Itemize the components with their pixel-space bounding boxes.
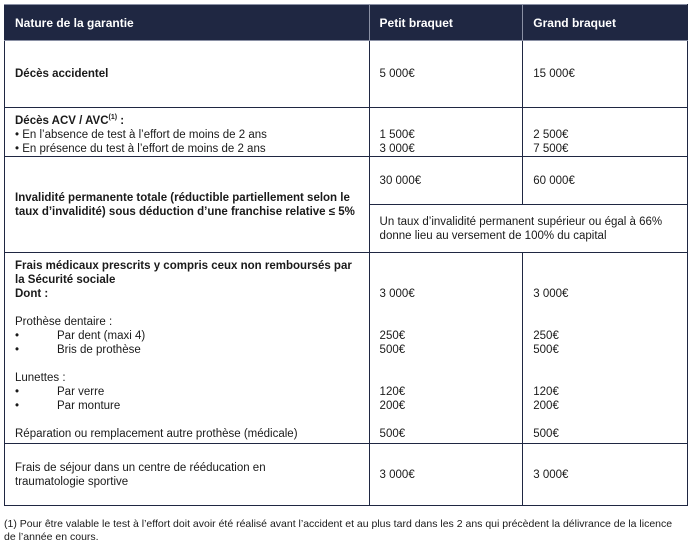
header-nature: Nature de la garantie: [5, 5, 370, 41]
acv-grand: 2 500€ 7 500€: [523, 108, 688, 157]
frais-grand: 3 000€ 250€ 500€ 120€ 200€ 500€: [523, 253, 688, 444]
guarantee-table: [4, 4, 688, 506]
table-row: [5, 253, 688, 444]
acv-label: Décès ACV / AVC$^{(1)}$ : • En l’absence de test à l’effort de moins de 2 ans • En présence du test à l’effort de moins de 2 ans: [5, 108, 370, 157]
invalidite-grand: 60 000€: [523, 157, 688, 205]
invalidite-note: Un taux d’invalidité permanent supérieur ou égal à 66% donne lieu au versement de 100% du capital: [369, 205, 687, 253]
sejour-grand: 3 000€: [523, 444, 688, 506]
table-row: [5, 41, 688, 108]
deces-petit: 5 000€: [369, 41, 523, 108]
sejour-petit: 3 000€: [369, 444, 523, 506]
footnote: (1) Pour être valable le test à l’effort doit avoir été réalisé avant l’accident et au plus tard dans les 2 ans qui précèdent la délivrance de la licence de l’année en cours.: [4, 518, 673, 543]
table-row: [5, 108, 688, 157]
table-header-row: [5, 5, 688, 41]
table-row: [5, 157, 688, 205]
sejour-label: Frais de séjour dans un centre de rééducation en traumatologie sportive: [5, 444, 370, 506]
frais-label: Frais médicaux prescrits y compris ceux non remboursés par la Sécurité sociale Dont : Prothèse dentaire : • Par dent (maxi 4) • Bris de prothèse Lunettes : • Par verre • Par monture Réparation ou remplacement autre prothèse (médicale): [5, 253, 370, 444]
deces-label: Décès accidentel: [5, 41, 370, 108]
deces-grand: 15 000€: [523, 41, 688, 108]
invalidite-label: Invalidité permanente totale (réductible partiellement selon le taux d’invalidité) sous déduction d’une franchise relative ≤ 5%: [5, 157, 370, 253]
invalidite-petit: 30 000€: [369, 157, 523, 205]
acv-petit: 1 500€ 3 000€: [369, 108, 523, 157]
table-row: [5, 444, 688, 506]
frais-petit: 3 000€ 250€ 500€ 120€ 200€ 500€: [369, 253, 523, 444]
header-petit-braquet: Petit braquet: [369, 5, 523, 41]
header-grand-braquet: Grand braquet: [523, 5, 688, 41]
